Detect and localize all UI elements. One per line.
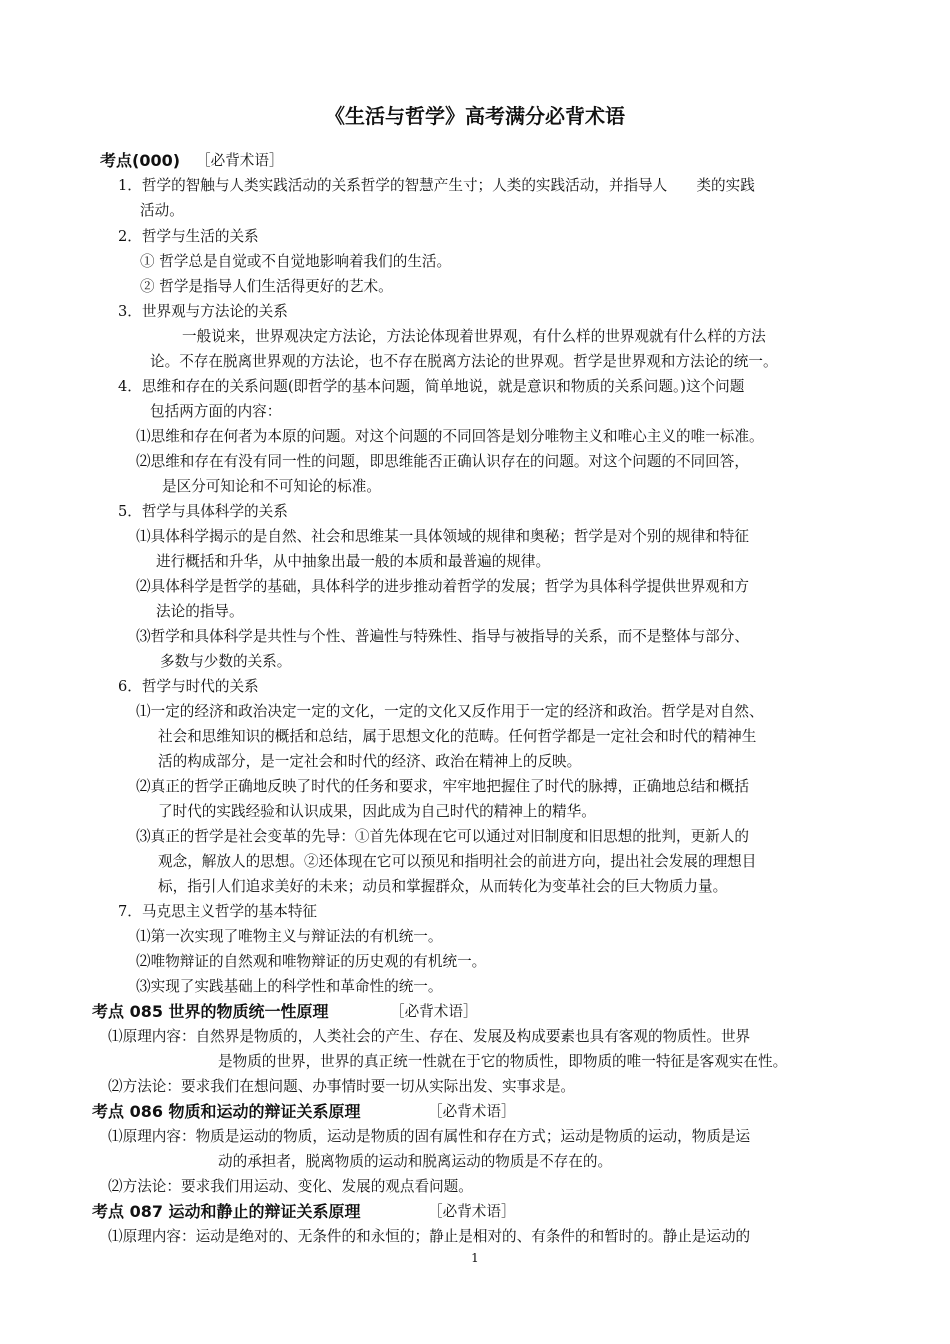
text-line [118, 677, 259, 697]
line-text: 标，指引人们追求美好的未来；动员和掌握群众，从而转化为变革社会的巨大物质力量。 [158, 878, 728, 895]
line-text: 2．哲学与生活的关系 [118, 228, 259, 245]
text-line [218, 1152, 612, 1172]
text-line [108, 1227, 750, 1247]
text-line [158, 852, 756, 872]
text-line [162, 477, 381, 497]
line-text: ⑵思维和存在有没有同一性的问题，即思维能否正确认识存在的问题。对这个问题的不同回答， [136, 453, 749, 470]
line-text: 多数与少数的关系。 [160, 653, 292, 670]
line-text: 5．哲学与具体科学的关系 [118, 503, 288, 520]
line-text: 论。不存在脱离世界观的方法论，也不存在脱离方法论的世界观。哲学是世界观和方法论的统一。 [150, 353, 778, 370]
text-line [118, 377, 744, 397]
line-text: ⑵具体科学是哲学的基础，具体科学的进步推动着哲学的发展；哲学为具体科学提供世界观和方 [136, 578, 749, 595]
heading-text: 考点 085 世界的物质统一性原理 [92, 1002, 329, 1021]
line-text: ⑴具体科学揭示的是自然、社会和思维某一具体领域的规律和奥秘；哲学是对个别的规律和特征 [136, 528, 749, 545]
text-line [136, 577, 749, 597]
line-text: ⑴一定的经济和政治决定一定的文化，一定的文化又反作用于一定的经济和政治。哲学是对自然、 [136, 703, 764, 720]
section-heading [92, 1002, 329, 1022]
line-text: 活动。 [140, 202, 184, 219]
text-line [150, 352, 778, 372]
text-line [140, 252, 451, 272]
line-text: ① 哲学总是自觉或不自觉地影响着我们的生活。 [140, 253, 452, 270]
text-line [108, 1027, 750, 1047]
line-text: 7．马克思主义哲学的基本特征 [118, 903, 318, 920]
text-line [136, 702, 764, 722]
line-text: ⑶实现了实践基础上的科学性和革命性的统一。 [136, 978, 443, 995]
heading-text: 考点(000) [100, 151, 181, 170]
line-text: 1．哲学的智触与人类实践活动的关系哲学的智慧产生寸；人类的实践活动，并指导人 类的实践 [118, 177, 755, 194]
line-text: ⑵唯物辩证的自然观和唯物辩证的历史观的有机统一。 [136, 953, 487, 970]
must-recite-tag: ［必背术语］ [428, 1103, 516, 1120]
text-line [158, 727, 756, 747]
text-line [108, 1127, 750, 1147]
text-line [118, 227, 259, 247]
text-line [136, 452, 749, 472]
line-text: 4．思维和存在的关系问题(即哲学的基本问题，简单地说，就是意识和物质的关系问题。)这个问题 [118, 378, 745, 395]
line-text: ⑴原理内容：物质是运动的物质，运动是物质的固有属性和存在方式；运动是物质的运动，物质是运 [108, 1128, 751, 1145]
line-text: ⑵方法论：要求我们在想问题、办事情时要一切从实际出发、实事求是。 [108, 1078, 576, 1095]
must-recite-tag: ［必背术语］ [390, 1003, 478, 1020]
section-heading [100, 151, 180, 171]
text-line [182, 327, 766, 347]
line-text: ⑴原理内容：运动是绝对的、无条件的和永恒的；静止是相对的、有条件的和暂时的。静止是运动的 [108, 1228, 751, 1245]
line-text: 了时代的实践经验和认识成果，因此成为自己时代的精神上的精华。 [158, 803, 596, 820]
text-line [140, 201, 184, 221]
text-line [156, 602, 244, 622]
line-text: ⑶真正的哲学是社会变革的先导：①首先体现在它可以通过对旧制度和旧思想的批判，更新人的 [136, 828, 749, 845]
must-recite-tag: ［必背术语］ [428, 1203, 516, 1220]
text-line [160, 652, 291, 672]
line-text: 一般说来，世界观决定方法论，方法论体现着世界观，有什么样的世界观就有什么样的方法 [182, 328, 766, 345]
heading-text: 考点 086 物质和运动的辩证关系原理 [92, 1102, 361, 1121]
line-text: ⑶哲学和具体科学是共性与个性、普遍性与特殊性、指导与被指导的关系，而不是整体与部分、 [136, 628, 749, 645]
line-text: 是区分可知论和不可知论的标准。 [162, 478, 381, 495]
text-line [118, 502, 288, 522]
line-text: 社会和思维知识的概括和总结，属于思想文化的范畴。任何哲学都是一定社会和时代的精神生 [158, 728, 757, 745]
text-line [150, 402, 281, 422]
text-line [136, 927, 442, 947]
text-line [218, 1052, 787, 1072]
text-line [136, 827, 749, 847]
heading-text: 考点 087 运动和静止的辩证关系原理 [92, 1202, 361, 1221]
line-text: 动的承担者，脱离物质的运动和脱离运动的物质是不存在的。 [218, 1153, 613, 1170]
line-text: ⑴第一次实现了唯物主义与辩证法的有机统一。 [136, 928, 443, 945]
text-line [108, 1177, 473, 1197]
line-text: 3．世界观与方法论的关系 [118, 303, 288, 320]
line-text: ⑴思维和存在何者为本原的问题。对这个问题的不同回答是划分唯物主义和唯心主义的唯一标准。 [136, 428, 764, 445]
text-line [118, 302, 288, 322]
text-line [136, 952, 486, 972]
page-number: 1 [471, 1251, 479, 1265]
text-line [140, 277, 393, 297]
text-line [158, 802, 596, 822]
line-text: 进行概括和升华，从中抽象出最一般的本质和最普遍的规律。 [156, 553, 551, 570]
text-line [136, 527, 749, 547]
section-heading [92, 1102, 361, 1122]
must-recite-tag: ［必背术语］ [196, 152, 284, 169]
text-line [136, 427, 764, 447]
line-text: 是物质的世界，世界的真正统一性就在于它的物质性，即物质的唯一特征是客观实在性。 [218, 1053, 788, 1070]
text-line [158, 752, 581, 772]
text-line [136, 977, 442, 997]
text-line [158, 877, 727, 897]
line-text: 法论的指导。 [156, 603, 244, 620]
line-text: 观念，解放人的思想。②还体现在它可以预见和指明社会的前进方向，提出社会发展的理想目 [158, 853, 757, 870]
document-title: 《生活与哲学》高考满分必背术语 [325, 104, 625, 128]
line-text: ⑵方法论：要求我们用运动、变化、发展的观点看问题。 [108, 1178, 473, 1195]
line-text: ⑴原理内容：自然界是物质的，人类社会的产生、存在、发展及构成要素也具有客观的物质性。世界 [108, 1028, 751, 1045]
line-text: 包括两方面的内容： [150, 403, 282, 420]
section-heading [92, 1202, 361, 1222]
line-text: ⑵真正的哲学正确地反映了时代的任务和要求，牢牢地把握住了时代的脉搏，正确地总结和概括 [136, 778, 749, 795]
text-line [136, 627, 749, 647]
text-line [156, 552, 550, 572]
line-text: 活的构成部分，是一定社会和时代的经济、政治在精神上的反映。 [158, 753, 582, 770]
text-line [118, 176, 755, 196]
line-text: 6．哲学与时代的关系 [118, 678, 259, 695]
text-line [136, 777, 749, 797]
text-line [108, 1077, 575, 1097]
text-line [118, 902, 317, 922]
line-text: ② 哲学是指导人们生活得更好的艺术。 [140, 278, 393, 295]
